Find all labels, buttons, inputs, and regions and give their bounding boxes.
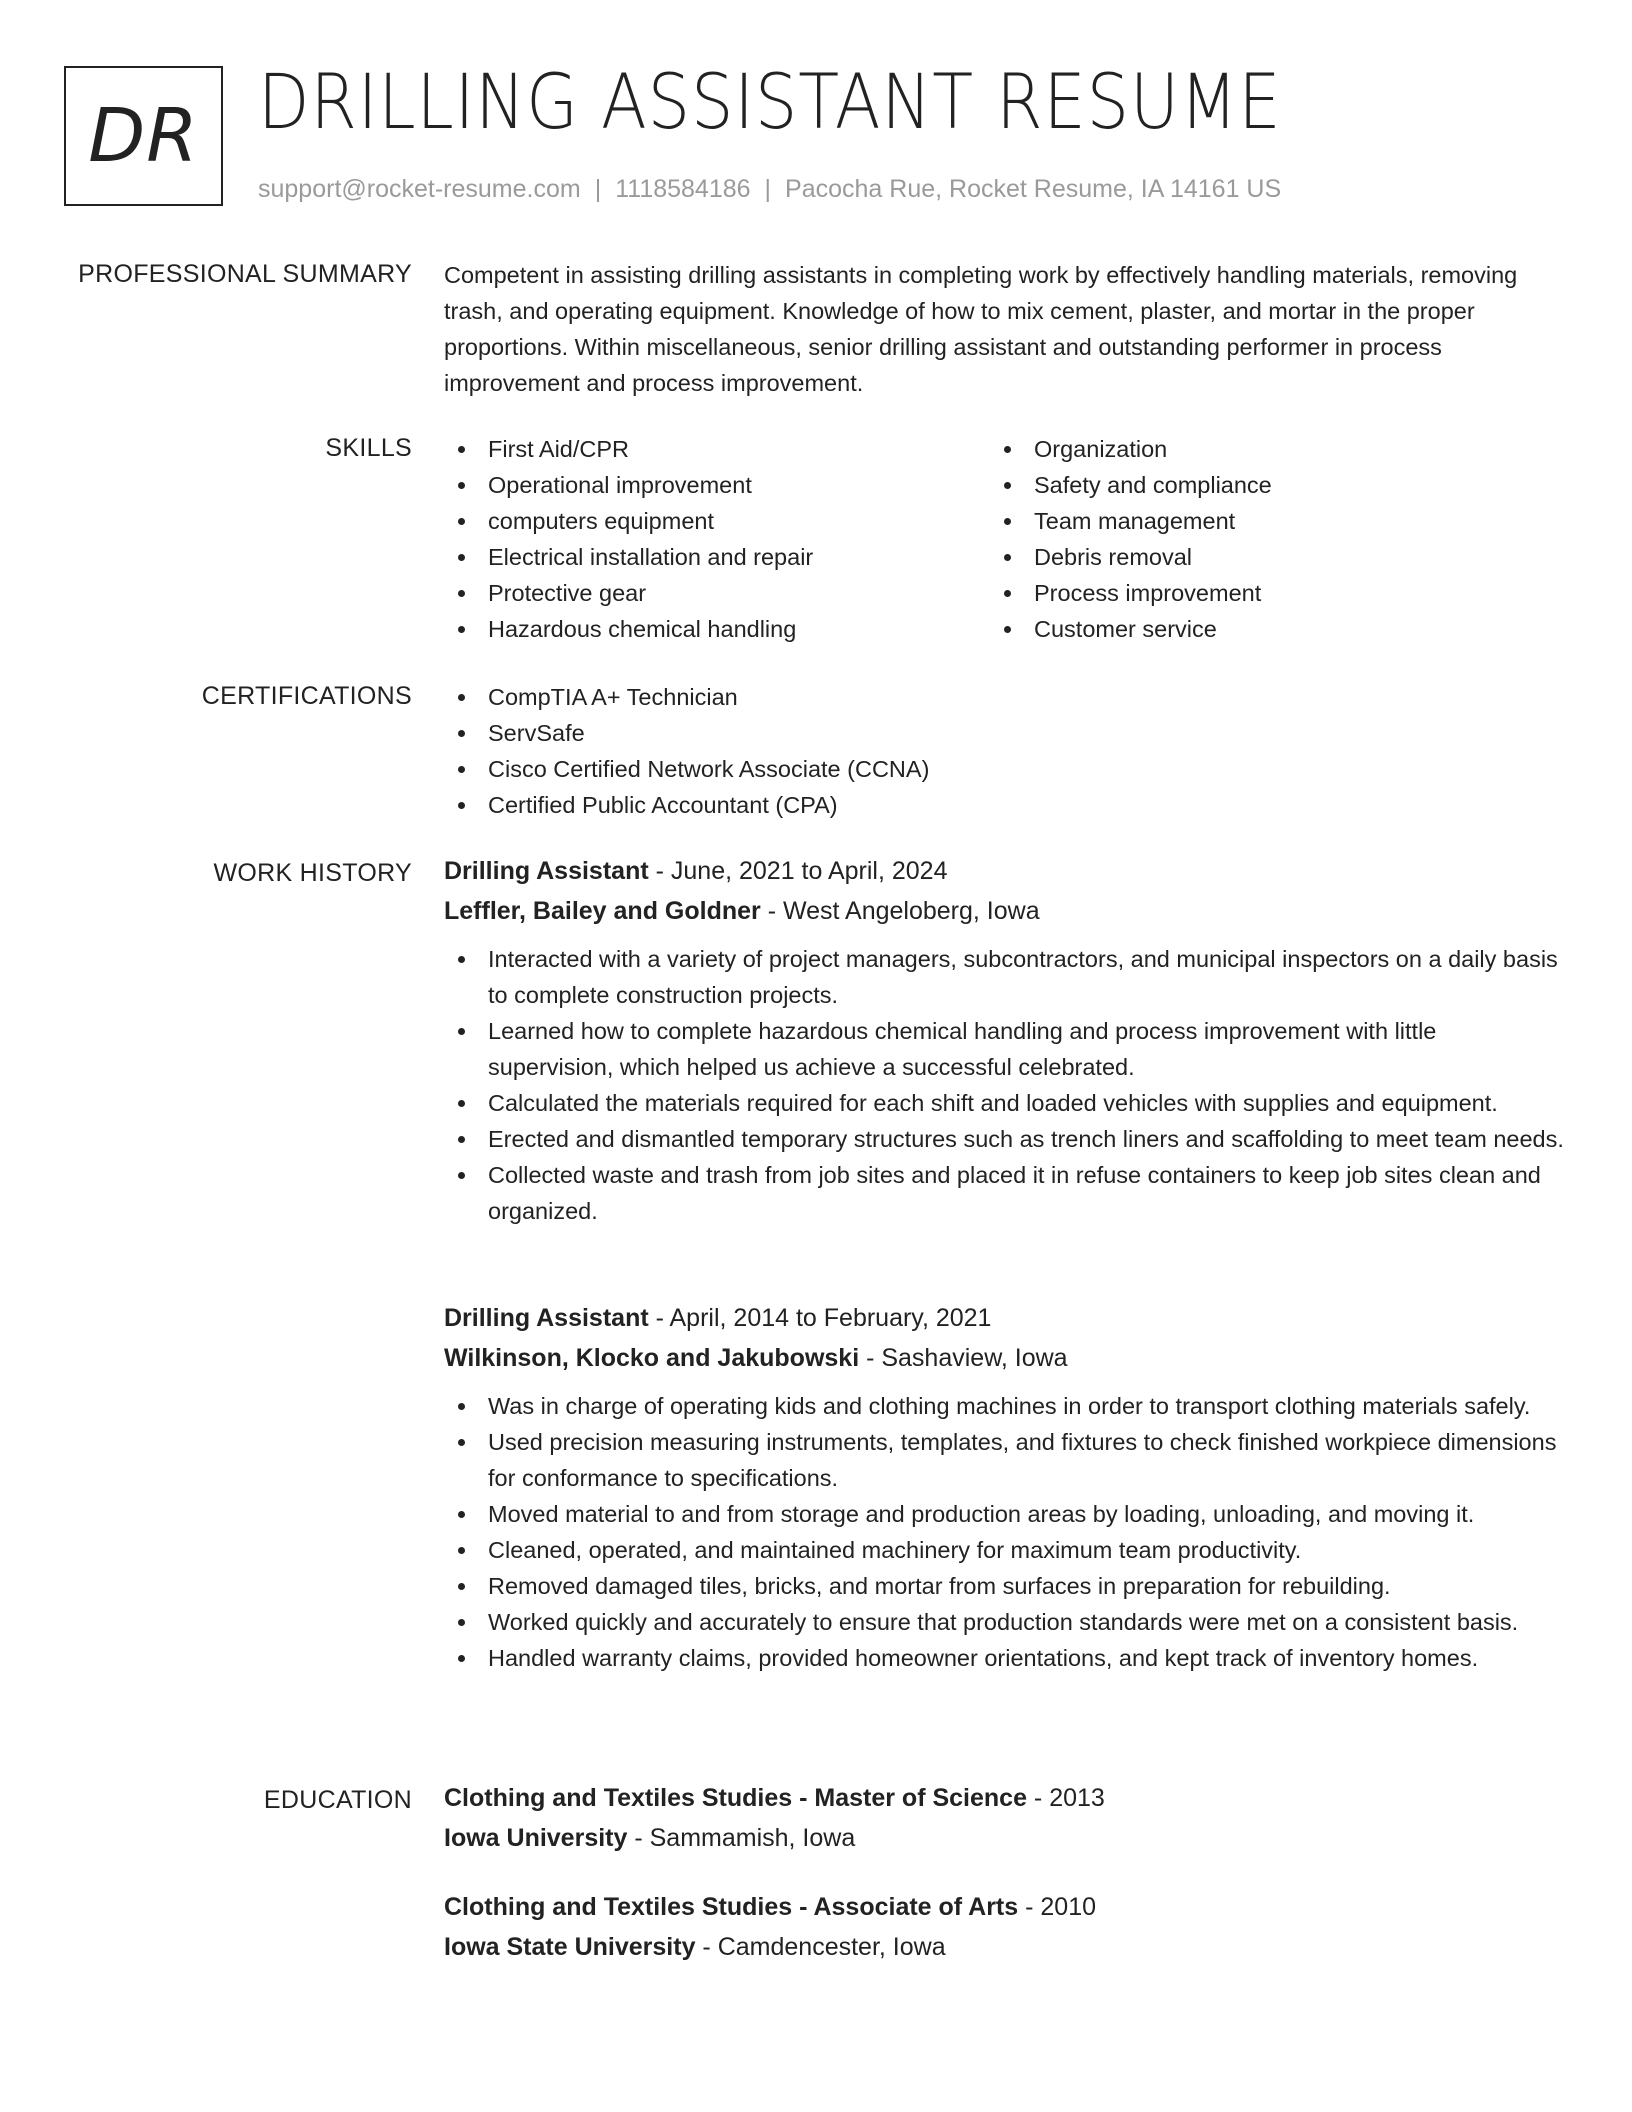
job-duties-list: [444, 941, 1564, 1229]
page-title: DRILLING ASSISTANT RESUME: [258, 57, 1282, 146]
section-label-skills: SKILLS: [325, 434, 412, 462]
skills-content: [444, 431, 1564, 647]
skill-item: Protective gear: [444, 575, 990, 611]
education-location: - Camdencester, Iowa: [695, 1933, 946, 1961]
job-duty: Was in charge of operating kids and clothing machines in order to transport clothing materials safely.: [444, 1388, 1564, 1424]
certification-item: Cisco Certified Network Associate (CCNA): [444, 751, 1564, 787]
summary-text: Competent in assisting drilling assistants in completing work by effectively handling materials, removing trash, and operating equipment. Knowledge of how to mix cement, plaster, and mortar in the proper proportions. Within miscellaneous, senior drilling assistant and outstanding performer in process improvement and process improvement.: [444, 262, 1518, 396]
section-label-certifications: CERTIFICATIONS: [201, 682, 412, 710]
job-duty: Removed damaged tiles, bricks, and mortar from surfaces in preparation for rebuilding.: [444, 1568, 1564, 1604]
certifications-list: [444, 679, 1564, 823]
education-school: Iowa State University: [444, 1933, 696, 1961]
section-label-education: EDUCATION: [263, 1786, 412, 1814]
job-duty: Cleaned, operated, and maintained machinery for maximum team productivity.: [444, 1532, 1564, 1568]
job-title: Drilling Assistant: [444, 1304, 649, 1332]
job-dates: - April, 2014 to February, 2021: [648, 1304, 992, 1332]
job-company-line: [444, 891, 1564, 931]
job-duty: Learned how to complete hazardous chemical handling and process improvement with little supervision, which helped us achieve a successful celebrated.: [444, 1013, 1564, 1085]
job-title: Drilling Assistant: [444, 857, 649, 885]
skill-item: Electrical installation and repair: [444, 539, 990, 575]
job-duty: Interacted with a variety of project managers, subcontractors, and municipal inspectors on a daily basis to complete construction projects.: [444, 941, 1564, 1013]
skill-item: Process improvement: [990, 575, 1536, 611]
education-degree: Clothing and Textiles Studies - Master of Science: [444, 1784, 1027, 1812]
contact-phone: 1118584186: [615, 175, 751, 203]
job-duty: Handled warranty claims, provided homeowner orientations, and kept track of inventory homes.: [444, 1640, 1564, 1676]
certification-item: CompTIA A+ Technician: [444, 679, 1564, 715]
job-entry: [444, 1298, 1564, 1676]
monogram-logo: DR: [64, 66, 223, 206]
job-company: Leffler, Bailey and Goldner: [444, 897, 761, 925]
skill-item: Team management: [990, 503, 1536, 539]
job-duty: Moved material to and from storage and production areas by loading, unloading, and moving it.: [444, 1496, 1564, 1532]
job-company-line: [444, 1338, 1564, 1378]
education-school-line: [444, 1818, 1564, 1858]
job-duty: Used precision measuring instruments, templates, and fixtures to check finished workpiece dimensions for conformance to specifications.: [444, 1424, 1564, 1496]
contact-separator: |: [594, 175, 602, 203]
job-duty: Worked quickly and accurately to ensure that production standards were met on a consistent basis.: [444, 1604, 1564, 1640]
education-year: - 2013: [1026, 1784, 1105, 1812]
skills-list-right: [990, 431, 1536, 647]
skill-item: First Aid/CPR: [444, 431, 990, 467]
skill-item: Safety and compliance: [990, 467, 1536, 503]
education-year: - 2010: [1018, 1893, 1097, 1921]
education-degree-line: [444, 1778, 1564, 1818]
skill-item: Customer service: [990, 611, 1536, 647]
certifications-content: [444, 679, 1564, 823]
skill-item: computers equipment: [444, 503, 990, 539]
education-entry: [444, 1778, 1564, 1858]
certification-item: Certified Public Accountant (CPA): [444, 787, 1564, 823]
job-duty: Calculated the materials required for each shift and loaded vehicles with supplies and equipment.: [444, 1085, 1564, 1121]
contact-separator: |: [764, 175, 772, 203]
education-school: Iowa University: [444, 1824, 628, 1852]
section-label-work-history: WORK HISTORY: [213, 859, 412, 887]
skill-item: Organization: [990, 431, 1536, 467]
job-duties-list: [444, 1388, 1564, 1676]
job-dates: - June, 2021 to April, 2024: [648, 857, 948, 885]
contact-line: [258, 172, 1281, 206]
job-duty: Collected waste and trash from job sites and placed it in refuse containers to keep job sites clean and organized.: [444, 1157, 1564, 1229]
summary-content: [444, 257, 1564, 401]
education-school-line: [444, 1927, 1564, 1967]
section-label-summary: PROFESSIONAL SUMMARY: [78, 260, 412, 288]
education-entry: [444, 1887, 1564, 1967]
skill-item: Operational improvement: [444, 467, 990, 503]
job-entry: [444, 851, 1564, 1229]
certification-item: ServSafe: [444, 715, 1564, 751]
contact-email: support@rocket-resume.com: [258, 175, 581, 203]
education-location: - Sammamish, Iowa: [627, 1824, 856, 1852]
job-title-line: [444, 851, 1564, 891]
job-duty: Erected and dismantled temporary structures such as trench liners and scaffolding to meet team needs.: [444, 1121, 1564, 1157]
job-location: - West Angeloberg, Iowa: [760, 897, 1040, 925]
skills-list-left: [444, 431, 990, 647]
job-company: Wilkinson, Klocko and Jakubowski: [444, 1344, 860, 1372]
skill-item: Hazardous chemical handling: [444, 611, 990, 647]
education-degree-line: [444, 1887, 1564, 1927]
job-title-line: [444, 1298, 1564, 1338]
education-degree: Clothing and Textiles Studies - Associate of Arts: [444, 1893, 1019, 1921]
job-location: - Sashaview, Iowa: [859, 1344, 1068, 1372]
skill-item: Debris removal: [990, 539, 1536, 575]
contact-address: Pacocha Rue, Rocket Resume, IA 14161 US: [785, 175, 1282, 203]
